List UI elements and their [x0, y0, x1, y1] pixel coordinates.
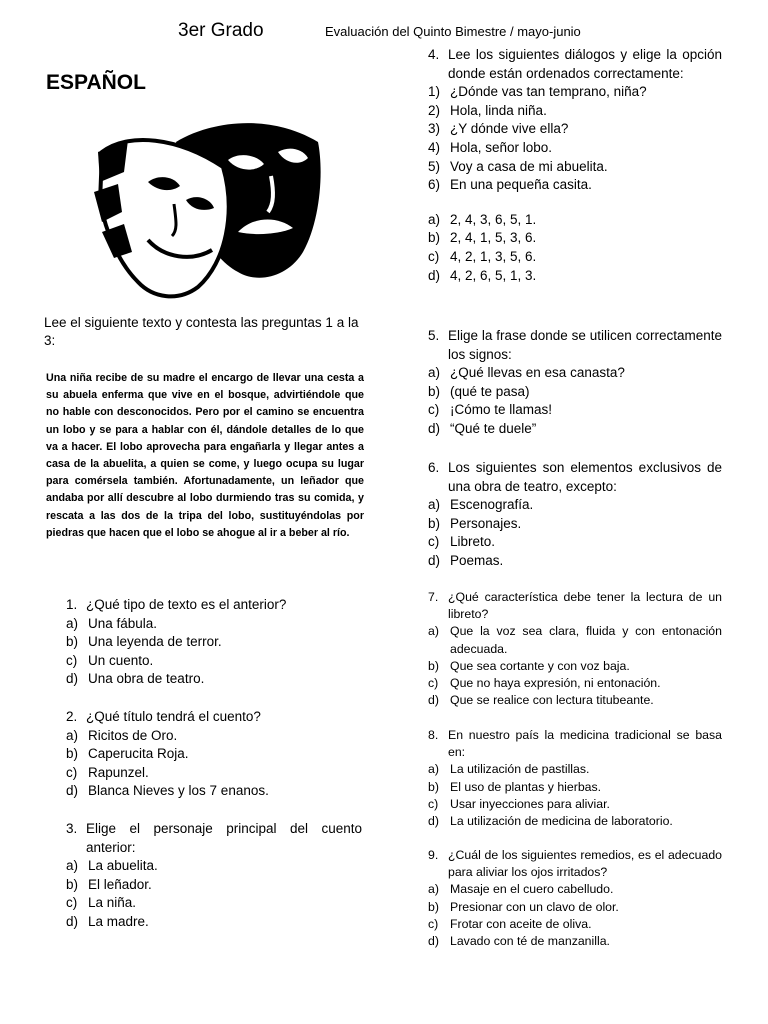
option-a[interactable]: [66, 727, 362, 746]
question-number: 8.: [428, 728, 439, 742]
option-text: Masaje en el cuero cabelludo.: [450, 882, 614, 897]
evaluation-title: Evaluación del Quinto Bimestre / mayo-junio: [325, 24, 581, 39]
option-text: El uso de plantas y hierbas.: [450, 779, 602, 794]
option-label: c): [66, 764, 78, 780]
question-8: [428, 727, 722, 830]
option-a[interactable]: [66, 857, 362, 876]
option-b[interactable]: [428, 779, 722, 796]
option-label: d): [428, 934, 439, 949]
dialogue-text: Hola, señor lobo.: [450, 139, 553, 155]
option-label: b): [428, 515, 441, 531]
dialogue-text: Voy a casa de mi abuelita.: [450, 158, 608, 174]
question-text: Los siguientes son elementos exclusivos de una obra de teatro, excepto:: [448, 460, 722, 494]
option-label: b): [66, 634, 79, 650]
question-1: [66, 596, 362, 689]
question-number: 6.: [428, 460, 440, 475]
option-a[interactable]: [428, 211, 722, 230]
option-text: Caperucita Roja.: [88, 746, 189, 762]
option-label: c): [428, 402, 440, 418]
option-b[interactable]: [66, 745, 362, 764]
option-label: c): [428, 534, 440, 550]
option-label: a): [66, 615, 79, 631]
question-number: 4.: [428, 47, 440, 62]
option-text: Que se realice con lectura titubeante.: [450, 693, 654, 708]
option-label: b): [428, 899, 439, 914]
option-text: Una leyenda de terror.: [88, 634, 222, 650]
question-number: 9.: [428, 848, 439, 862]
question-number: 1.: [66, 597, 78, 612]
option-b[interactable]: [428, 229, 722, 248]
option-label: b): [428, 658, 439, 673]
dialogue-3: [428, 120, 722, 139]
option-text: La utilización de pastillas.: [450, 762, 590, 777]
dialogue-1: [428, 83, 722, 102]
dialogue-5: [428, 158, 722, 177]
option-text: 4, 2, 1, 3, 5, 6.: [450, 248, 537, 264]
option-text: Rapunzel.: [88, 764, 149, 780]
dialogue-text: ¿Y dónde vive ella?: [450, 121, 569, 137]
option-text: La niña.: [88, 895, 137, 911]
option-text: Poemas.: [450, 552, 504, 568]
option-b[interactable]: [66, 876, 362, 895]
option-text: La abuelita.: [88, 858, 158, 874]
dialogue-text: En una pequeña casita.: [450, 177, 592, 193]
option-text: La utilización de medicina de laboratorio.: [450, 814, 673, 829]
question-text: Elige la frase donde se utilicen correctamente los signos:: [448, 328, 722, 362]
subject-title: ESPAÑOL: [46, 71, 146, 94]
option-d[interactable]: [428, 692, 722, 709]
option-text: Presionar con un clavo de olor.: [450, 899, 619, 914]
option-text: 2, 4, 1, 5, 3, 6.: [450, 230, 537, 246]
question-text: Elige el personaje principal del cuento anterior:: [86, 821, 362, 855]
option-b[interactable]: [428, 658, 722, 675]
option-text: Escenografía.: [450, 497, 534, 513]
option-a[interactable]: [428, 761, 722, 778]
option-label: c): [428, 676, 439, 691]
option-label: b): [428, 230, 441, 246]
question-text: En nuestro país la medicina tradicional se basa en:: [448, 728, 722, 760]
option-label: a): [428, 211, 441, 227]
option-c[interactable]: [428, 675, 722, 692]
option-text: La madre.: [88, 913, 149, 929]
theater-masks-icon: [88, 112, 334, 302]
option-text: Una obra de teatro.: [88, 671, 205, 687]
option-b[interactable]: [428, 899, 722, 916]
question-9: [428, 847, 722, 950]
option-text: Lavado con té de manzanilla.: [450, 934, 610, 949]
option-d[interactable]: [428, 813, 722, 830]
option-c[interactable]: [428, 796, 722, 813]
dialogue-label: 6): [428, 177, 441, 193]
dialogue-label: 4): [428, 139, 441, 155]
option-text: Una fábula.: [88, 615, 158, 631]
option-text: Ricitos de Oro.: [88, 727, 178, 743]
dialogue-6: [428, 176, 722, 195]
question-number: 2.: [66, 709, 78, 724]
option-c[interactable]: [66, 894, 362, 913]
option-d[interactable]: [66, 913, 362, 932]
dialogue-4: [428, 139, 722, 158]
option-a[interactable]: [66, 615, 362, 634]
option-text: Que sea cortante y con voz baja.: [450, 658, 630, 673]
question-2: [66, 708, 362, 801]
option-label: c): [66, 895, 78, 911]
option-d[interactable]: [428, 267, 722, 286]
option-d[interactable]: [428, 552, 722, 571]
option-c[interactable]: [428, 248, 722, 267]
option-text: 2, 4, 3, 6, 5, 1.: [450, 211, 537, 227]
dialogue-text: Hola, linda niña.: [450, 102, 547, 118]
dialogue-label: 1): [428, 84, 441, 100]
option-a[interactable]: [428, 623, 722, 657]
option-label: a): [428, 762, 439, 777]
option-text: Blanca Nieves y los 7 enanos.: [88, 783, 269, 799]
option-label: c): [428, 916, 439, 931]
option-a[interactable]: [428, 496, 722, 515]
option-text: Que no haya expresión, ni entonación.: [450, 676, 661, 691]
option-b[interactable]: [428, 383, 722, 402]
dialogue-2: [428, 102, 722, 121]
option-text: “Qué te duele”: [450, 420, 537, 436]
option-label: d): [428, 693, 439, 708]
option-d[interactable]: [428, 420, 722, 439]
option-c[interactable]: [66, 652, 362, 671]
option-a[interactable]: [428, 364, 722, 383]
option-text: 4, 2, 6, 5, 1, 3.: [450, 267, 537, 283]
dialogue-text: ¿Dónde vas tan temprano, niña?: [450, 84, 647, 100]
option-text: El leñador.: [88, 876, 152, 892]
question-text: ¿Qué título tendrá el cuento?: [86, 709, 261, 724]
option-label: b): [66, 876, 79, 892]
option-text: Un cuento.: [88, 652, 154, 668]
story-text: Una niña recibe de su madre el encargo de llevar una cesta a su abuela enferma que vive en el bosque, advirtiéndole que no hable con desconocidos. Pero por el camino se encuentra un lobo y se para a hablar con él, dándole detalles de lo que va a hacer. El lobo aprovecha para engañarla y llegar antes a casa de la abuelita, a quien se come, y luego ocupa su lugar para comérsela también. Afortunadamente, un leñador que andaba por allí descubre al lobo durmiendo tras su comida, y rescata a las dos de la tripa del lobo, sustituyéndolas por piedras que hacen que el lobo se ahogue al ir a beber al río.: [46, 372, 364, 539]
question-text: ¿Qué tipo de texto es el anterior?: [86, 597, 287, 612]
dialogue-label: 3): [428, 121, 441, 137]
option-d[interactable]: [66, 670, 362, 689]
question-number: 5.: [428, 328, 440, 343]
question-5: [428, 327, 722, 439]
option-label: c): [428, 248, 440, 264]
question-text: Lee los siguientes diálogos y elige la opción donde están ordenados correctamente:: [448, 47, 722, 81]
option-label: a): [66, 858, 79, 874]
option-label: a): [428, 365, 441, 381]
option-text: (qué te pasa): [450, 383, 530, 399]
option-label: d): [428, 552, 441, 568]
question-number: 3.: [66, 821, 78, 836]
option-label: d): [66, 913, 79, 929]
question-number: 7.: [428, 590, 439, 604]
option-label: a): [66, 727, 79, 743]
option-c[interactable]: [428, 916, 722, 933]
option-c[interactable]: [428, 401, 722, 420]
question-6: [428, 459, 722, 571]
grade-label: 3er Grado: [178, 20, 264, 41]
option-text: Personajes.: [450, 515, 522, 531]
question-3: [66, 820, 362, 932]
question-text: ¿Cuál de los siguientes remedios, es el adecuado para aliviar los ojos irritados?: [448, 848, 722, 880]
option-a[interactable]: [428, 881, 722, 898]
option-label: d): [66, 783, 79, 799]
option-label: b): [66, 746, 79, 762]
option-d[interactable]: [66, 782, 362, 801]
option-label: a): [428, 497, 441, 513]
option-d[interactable]: [428, 933, 722, 950]
option-b[interactable]: [66, 633, 362, 652]
option-label: b): [428, 779, 439, 794]
option-text: Que la voz sea clara, fluida y con entonación adecuada.: [450, 624, 722, 656]
option-text: Usar inyecciones para aliviar.: [450, 796, 610, 811]
question-text: ¿Qué característica debe tener la lectura de un libreto?: [448, 590, 722, 622]
option-label: d): [428, 267, 441, 283]
option-label: c): [428, 796, 439, 811]
option-text: Frotar con aceite de oliva.: [450, 916, 592, 931]
option-text: ¿Qué llevas en esa canasta?: [450, 365, 625, 381]
dialogue-label: 5): [428, 158, 441, 174]
option-label: d): [66, 671, 79, 687]
option-label: a): [428, 624, 439, 639]
option-label: a): [428, 882, 439, 897]
option-text: Libreto.: [450, 534, 496, 550]
question-7: [428, 589, 722, 709]
option-label: d): [428, 420, 441, 436]
dialogue-label: 2): [428, 102, 441, 118]
option-b[interactable]: [428, 515, 722, 534]
option-label: b): [428, 383, 441, 399]
option-label: c): [66, 652, 78, 668]
option-c[interactable]: [66, 764, 362, 783]
option-label: d): [428, 814, 439, 829]
option-text: ¡Cómo te llamas!: [450, 402, 553, 418]
question-4: [428, 46, 722, 285]
option-c[interactable]: [428, 533, 722, 552]
reading-instructions: Lee el siguiente texto y contesta las preguntas 1 a la 3:: [44, 315, 359, 348]
